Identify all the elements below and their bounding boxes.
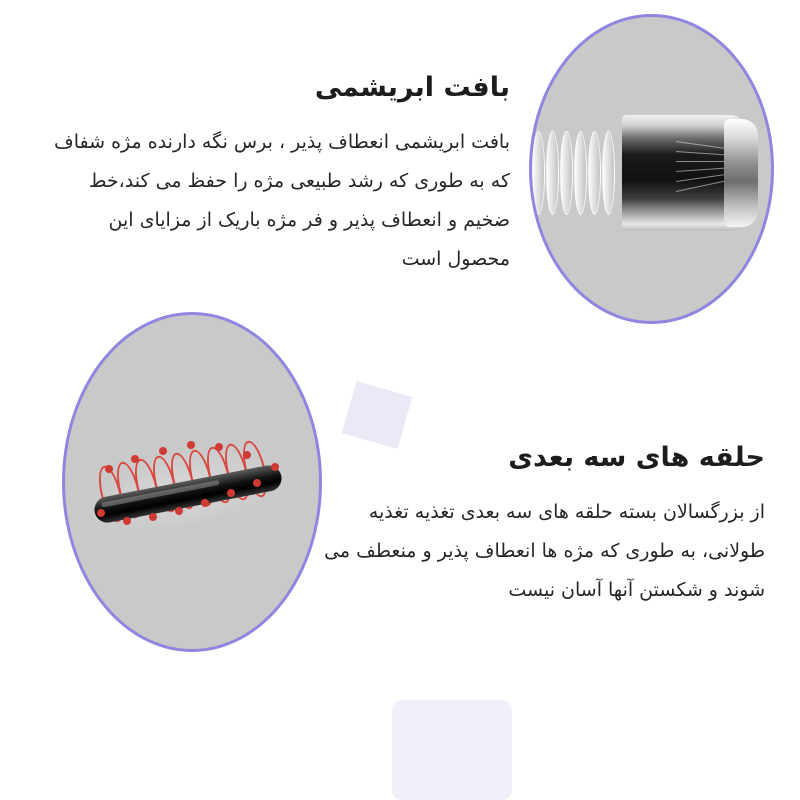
decorative-shape-upper xyxy=(342,381,413,449)
wand-threads xyxy=(532,131,628,215)
wand-cap xyxy=(724,119,758,227)
section-silky-texture xyxy=(50,70,510,279)
decorative-shape-lower xyxy=(392,700,512,800)
section-heading: حلقه های سه بعدی xyxy=(508,442,765,473)
wand-illustration xyxy=(529,113,774,233)
three-d-coil-brush-photo xyxy=(62,312,322,652)
mascara-wand-tip-photo xyxy=(529,14,774,324)
section-body: از بزرگسالان بسته حلقه های سه بعدی تغذیه تغذیه طولانی، به طوری که مژه ها انعطاف پذیر و منعطف می شوند و شکستن آنها آسان نیست xyxy=(324,501,765,601)
section-three-dimensional-rings xyxy=(300,440,765,610)
section-heading: بافت ابریشمی xyxy=(314,72,510,103)
coil-illustration xyxy=(75,435,315,545)
section-body: بافت ابریشمی انعطاف پذیر ، برس نگه دارنده مژه شفاف که به طوری که رشد طبیعی مژه را حفظ می کند،خط ضخیم و انعطاف پذیر و فر مژه باریک از مزایای این محصول است xyxy=(54,131,510,270)
